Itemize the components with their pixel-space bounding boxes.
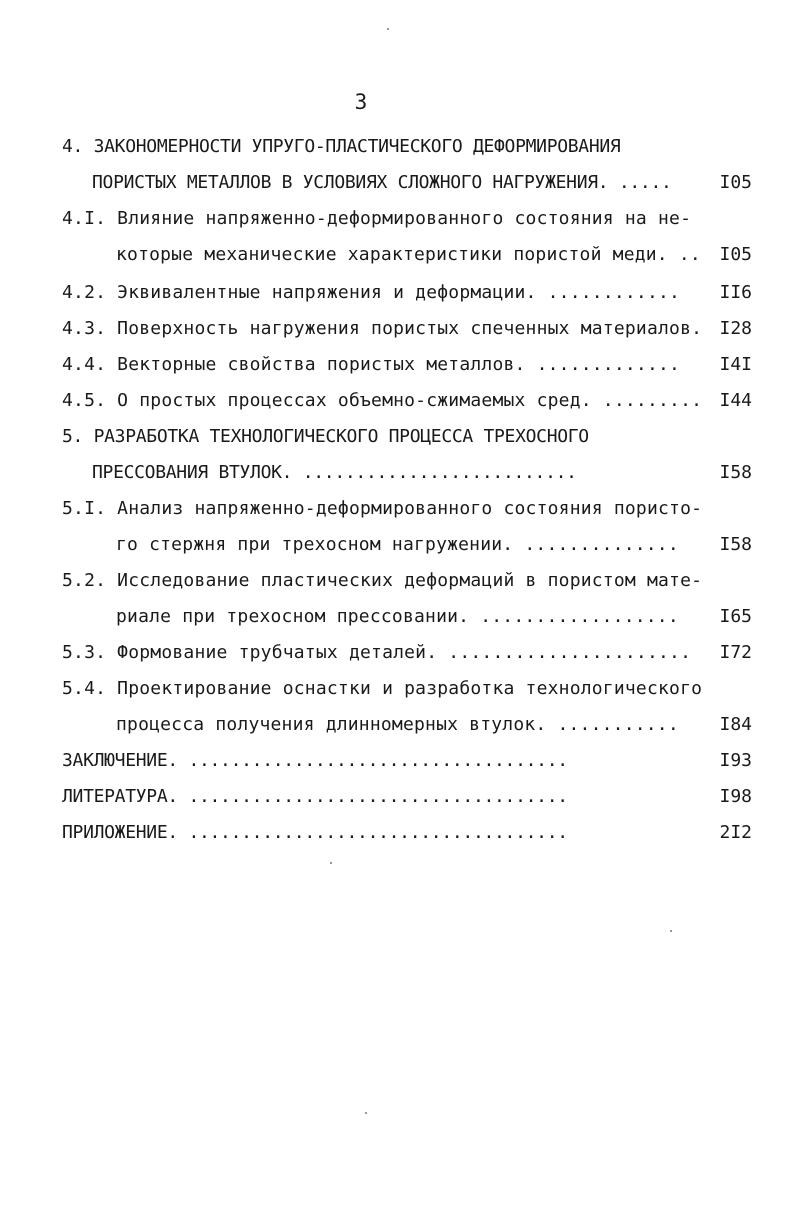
toc-section-5-page: I58 [719,462,752,483]
toc-section-4-title-line1: 4. ЗАКОНОМЕРНОСТИ УПРУГО-ПЛАСТИЧЕСКОГО ДЕФОРМИРОВАНИЯ [62,136,621,157]
scan-speck [670,930,672,932]
toc-item-5-4-line1: 5.4. Проектирование оснастки и разработка технологического [62,678,703,699]
toc-item-5-4-line2: процесса получения длинномерных втулок. ........... [116,714,679,735]
toc-item-5-1-line2: го стержня при трехосном нагружении. .............. [116,534,679,555]
toc-section-5-title-line2: ПРЕССОВАНИЯ ВТУЛОК. .......................... [92,462,577,483]
toc-item-4-4-page: I4I [719,354,752,375]
toc-item-5-2-line1: 5.2. Исследование пластических деформаций в пористом мате- [62,570,703,591]
toc-item-4-4: 4.4. Векторные свойства пористых металлов. ............. [62,354,681,375]
toc-item-5-3-page: I72 [719,642,752,663]
scan-speck [365,1112,367,1114]
toc-item-4-5: 4.5. О простых процессах объемно-сжимаемых сред. ......... [62,390,703,411]
scan-speck [330,862,332,864]
toc-item-4-3-page: I28 [719,318,752,339]
toc-appendix: ПРИЛОЖЕНИЕ. .................................... [62,822,568,843]
toc-item-4-1-page: I05 [719,244,752,265]
toc-conclusion-page: I93 [719,750,752,771]
toc-item-4-3: 4.3. Поверхность нагружения пористых спеченных материалов. [62,318,703,339]
toc-item-5-1-page: I58 [719,534,752,555]
toc-item-5-1-line1: 5.I. Анализ напряженно-деформированного состояния пористо- [62,498,703,519]
toc-section-4-title-line2: ПОРИСТЫХ МЕТАЛЛОВ В УСЛОВИЯХ СЛОЖНОГО НАГРУЖЕНИЯ. ..... [92,172,672,193]
toc-conclusion: ЗАКЛЮЧЕНИЕ. .................................... [62,750,568,771]
toc-literature: ЛИТЕРАТУРА. .................................... [62,786,568,807]
toc-section-4-page: I05 [719,172,752,193]
toc-item-4-2-page: II6 [719,282,752,303]
toc-item-4-5-page: I44 [719,390,752,411]
scan-speck [387,28,389,30]
page-number: 3 [354,90,369,114]
toc-item-5-2-page: I65 [719,606,752,627]
toc-item-4-1-line2: которые механические характеристики пористой меди. .. [116,244,701,265]
toc-section-5-title-line1: 5. РАЗРАБОТКА ТЕХНОЛОГИЧЕСКОГО ПРОЦЕССА ТРЕХОСНОГО [62,426,589,447]
toc-item-5-4-page: I84 [719,714,752,735]
toc-item-5-3: 5.3. Формование трубчатых деталей. ...................... [62,642,692,663]
toc-item-4-1-line1: 4.I. Влияние напряженно-деформированного состояния на не- [62,208,692,229]
toc-item-5-2-line2: риале при трехосном прессовании. .................. [116,606,679,627]
toc-item-4-2: 4.2. Эквивалентные напряжения и деформации. ............ [62,282,681,303]
toc-literature-page: I98 [719,786,752,807]
toc-appendix-page: 2I2 [719,822,752,843]
